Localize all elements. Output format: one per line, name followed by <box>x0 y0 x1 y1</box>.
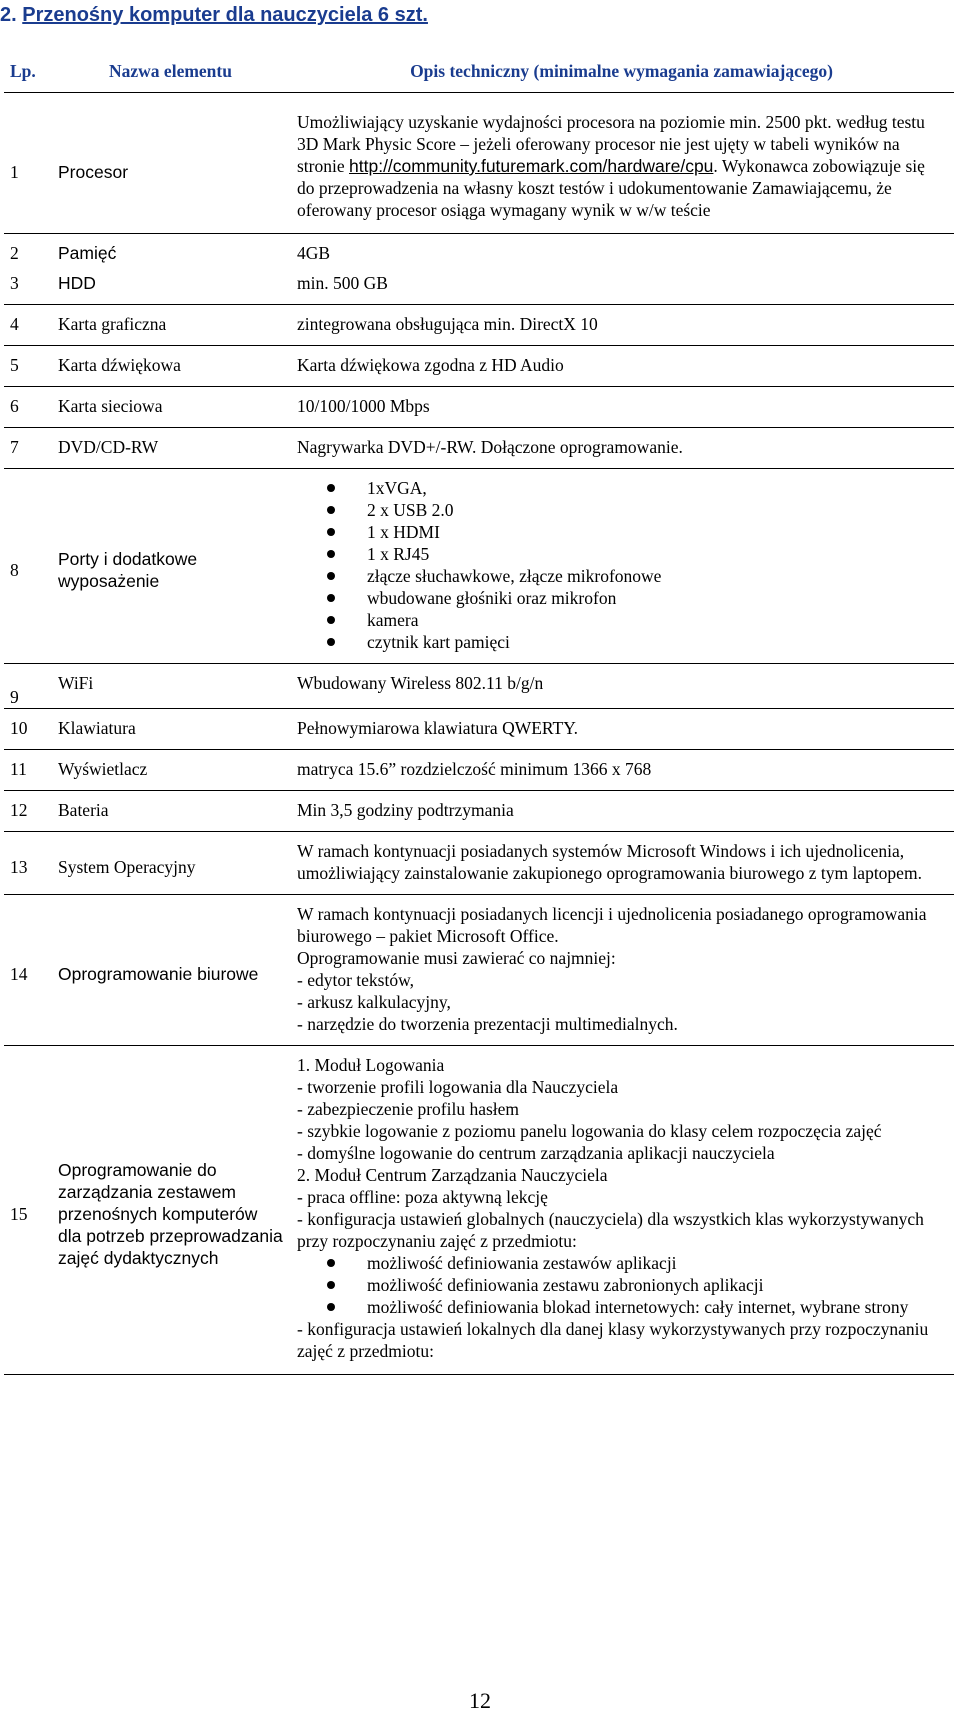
desc-line: Oprogramowanie musi zawierać co najmniej: <box>297 948 616 968</box>
row-desc: 10/100/1000 Mbps <box>291 395 954 428</box>
row-desc <box>291 1054 954 1375</box>
row-name: Klawiatura <box>52 717 291 750</box>
table-row <box>4 1054 954 1375</box>
table-row <box>4 111 954 234</box>
list-item: 2 x USB 2.0 <box>327 499 946 521</box>
header-desc: Opis techniczny (minimalne wymagania zamawiającego) <box>291 60 954 93</box>
section-heading <box>0 4 428 27</box>
row-desc: min. 500 GB <box>291 272 954 305</box>
row-desc: Umożliwiający uzyskanie wydajności procesora na poziomie min. 2500 pkt. według testu 3D Mark Physic Score – jeżeli oferowany procesor nie jest ujęty w tabeli wyników na stronie http://community.futuremark.com/hardware/cpu. Wykonawca zobowiązuje się do przeprowadzenia na własny koszt testów i udokumentowanie Zamawiającemu, że oferowany procesor osiąga wymagany wynik w w/w teście <box>291 111 954 234</box>
table-row <box>4 903 954 1046</box>
desc-line: - domyślne logowanie do centrum zarządzania aplikacji nauczyciela <box>297 1143 775 1163</box>
row-name: Oprogramowanie biurowe <box>52 903 291 1046</box>
table-row <box>4 717 954 750</box>
row-number: 13 <box>4 840 52 895</box>
page-number: 12 <box>469 1688 491 1713</box>
row-number: 7 <box>4 436 52 469</box>
table-row <box>4 395 954 428</box>
table-row <box>4 758 954 791</box>
desc-line: - szybkie logowanie z poziomu panelu logowania do klasy celem rozpoczęcia zajęć <box>297 1121 882 1141</box>
row-number: 2 <box>10 243 19 263</box>
row-desc: Nagrywarka DVD+/-RW. Dołączone oprogramowanie. <box>291 436 954 469</box>
row-number: 9 <box>4 672 52 709</box>
row-number: 10 <box>4 717 52 750</box>
desc-line: 2. Moduł Centrum Zarządzania Nauczyciela <box>297 1165 608 1185</box>
table-row <box>4 354 954 387</box>
row-number: 5 <box>4 354 52 387</box>
table-row <box>4 313 954 346</box>
row-number: 12 <box>4 799 52 832</box>
row-desc: zintegrowana obsługująca min. DirectX 10 <box>291 313 954 346</box>
table-row <box>4 672 954 709</box>
row-name: HDD <box>52 272 291 305</box>
desc-line: - konfiguracja ustawień lokalnych dla danej klasy wykorzystywanych przy rozpoczynaniu zajęć z przedmiotu: <box>297 1319 929 1361</box>
row-desc: 4GB <box>297 243 331 263</box>
list-item: możliwość definiowania blokad internetowych: cały internet, wybrane strony <box>327 1296 946 1318</box>
list-item: 1 x RJ45 <box>327 543 946 565</box>
list-item: 1 x HDMI <box>327 521 946 543</box>
row-desc: W ramach kontynuacji posiadanych systemów Microsoft Windows i ich ujednolicenia, umożliwiający zainstalowanie zakupionego oprogramowania biurowego z tym laptopem. <box>291 840 954 895</box>
row-name: Karta graficzna <box>52 313 291 346</box>
futuremark-link[interactable]: http://community.futuremark.com/hardware/cpu <box>349 156 714 176</box>
desc-line: W ramach kontynuacji posiadanych licencji i ujednolicenia posiadanego oprogramowania biurowego – pakiet Microsoft Office. <box>297 904 927 946</box>
row-name: Pamięć <box>58 243 117 263</box>
row-number: 1 <box>4 111 52 234</box>
row-number: 11 <box>4 758 52 791</box>
list-item: kamera <box>327 609 946 631</box>
spec-table <box>4 60 954 1375</box>
row-desc <box>291 477 954 664</box>
row-number: 3 <box>4 272 52 305</box>
row-number: 4 <box>4 313 52 346</box>
desc-line: - narzędzie do tworzenia prezentacji multimedialnych. <box>297 1014 678 1034</box>
section-title: Przenośny komputer dla nauczyciela 6 szt. <box>22 4 428 26</box>
row-name: Wyświetlacz <box>52 758 291 791</box>
table-row <box>4 436 954 469</box>
row-desc: Karta dźwiękowa zgodna z HD Audio <box>291 354 954 387</box>
row-desc: Pełnowymiarowa klawiatura QWERTY. <box>291 717 954 750</box>
row-name: Karta sieciowa <box>52 395 291 428</box>
table-row <box>4 272 954 305</box>
list-item: wbudowane głośniki oraz mikrofon <box>327 587 946 609</box>
row-name: System Operacyjny <box>52 840 291 895</box>
desc-line: - tworzenie profili logowania dla Nauczyciela <box>297 1077 619 1097</box>
table-row <box>4 242 954 264</box>
desc-line: - arkusz kalkulacyjny, <box>297 992 451 1012</box>
desc-line: 1. Moduł Logowania <box>297 1055 445 1075</box>
row-desc: Wbudowany Wireless 802.11 b/g/n <box>291 672 954 709</box>
desc-line: - konfiguracja ustawień globalnych (nauczyciela) dla wszystkich klas wykorzystywanych przy rozpoczynaniu zajęć z przedmiotu: <box>297 1209 924 1251</box>
row-name: Oprogramowanie do zarządzania zestawem przenośnych komputerów dla potrzeb przeprowadzania zajęć dydaktycznych <box>52 1054 291 1375</box>
row-name: DVD/CD-RW <box>52 436 291 469</box>
desc-line: - zabezpieczenie profilu hasłem <box>297 1099 520 1119</box>
desc-line: - praca offline: poza aktywną lekcję <box>297 1187 548 1207</box>
row-name: Procesor <box>52 111 291 234</box>
row-desc: Min 3,5 godziny podtrzymania <box>291 799 954 832</box>
row-number: 8 <box>4 477 52 664</box>
list-item: możliwość definiowania zestawu zabronionych aplikacji <box>327 1274 946 1296</box>
section-number: 2. <box>0 4 17 26</box>
row-name: Bateria <box>52 799 291 832</box>
header-name: Nazwa elementu <box>52 60 291 93</box>
list-item: czytnik kart pamięci <box>327 631 946 653</box>
row-number: 14 <box>4 903 52 1046</box>
desc-line: - edytor tekstów, <box>297 970 414 990</box>
table-header-row <box>4 60 954 93</box>
row-number: 15 <box>4 1054 52 1375</box>
header-lp: Lp. <box>4 60 52 93</box>
list-item: możliwość definiowania zestawów aplikacji <box>327 1252 946 1274</box>
row-number: 6 <box>4 395 52 428</box>
row-name: WiFi <box>52 672 291 709</box>
list-item: 1xVGA, <box>327 477 946 499</box>
row-desc: matryca 15.6” rozdzielczość minimum 1366 x 768 <box>291 758 954 791</box>
features-list <box>297 1252 946 1318</box>
row-name: Porty i dodatkowe wyposażenie <box>52 477 291 664</box>
table-row <box>4 840 954 895</box>
ports-list <box>297 477 946 653</box>
row-desc <box>291 903 954 1046</box>
row-name: Karta dźwiękowa <box>52 354 291 387</box>
table-row <box>4 799 954 832</box>
list-item: złącze słuchawkowe, złącze mikrofonowe <box>327 565 946 587</box>
table-row <box>4 477 954 664</box>
